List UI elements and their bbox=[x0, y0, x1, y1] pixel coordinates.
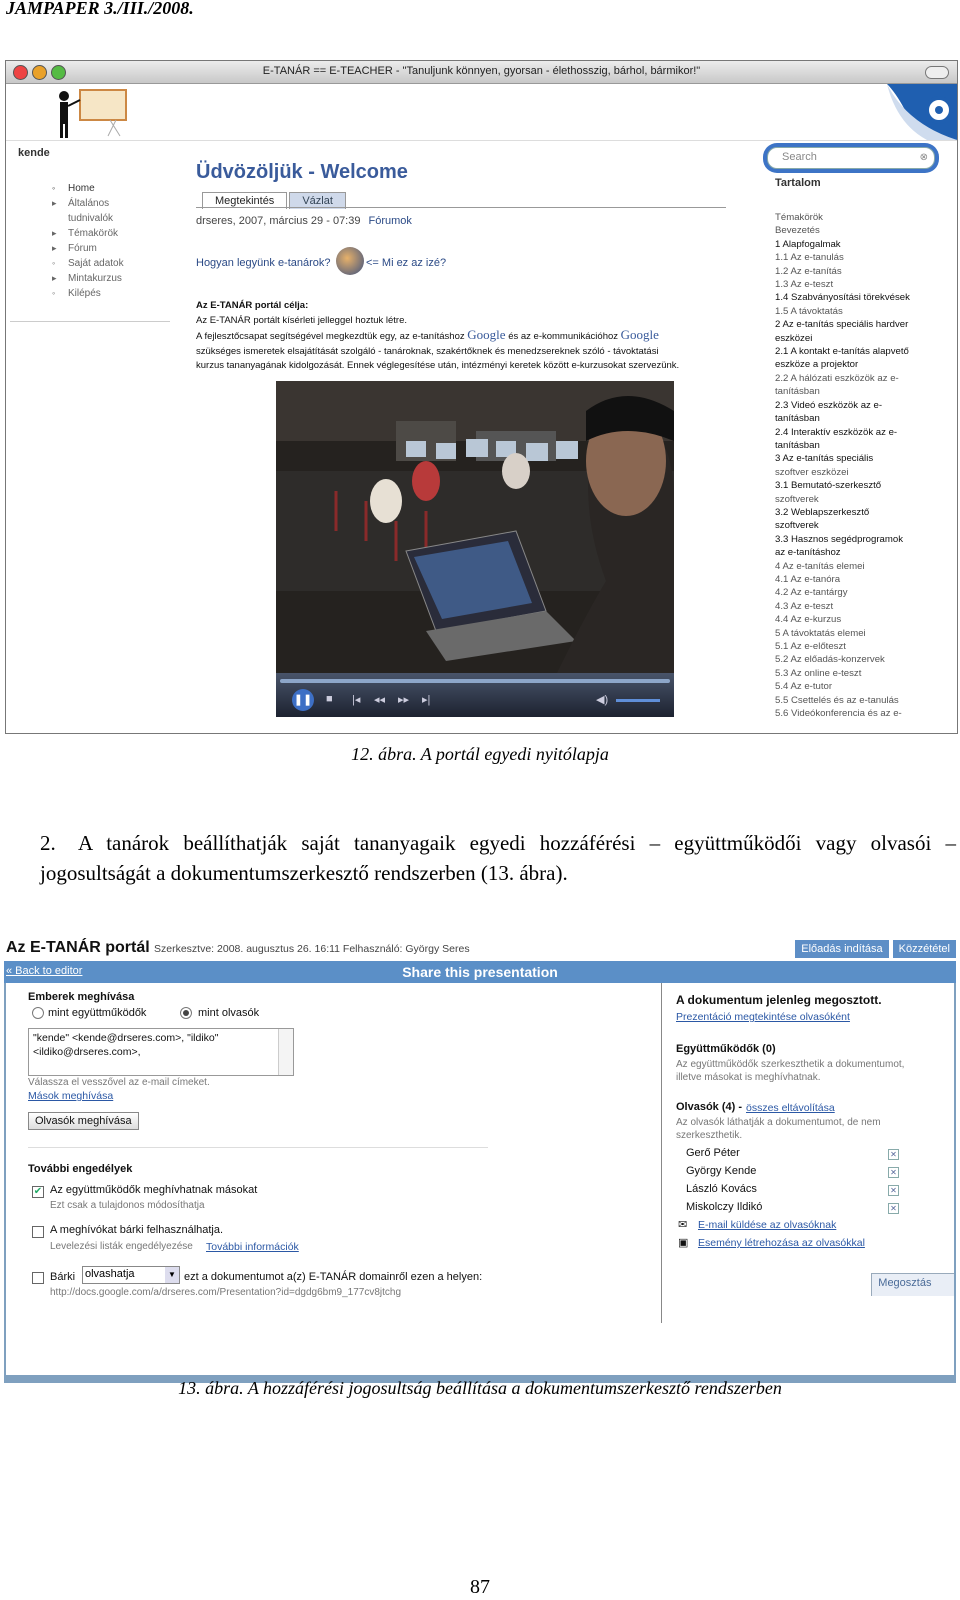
figure-13-caption: 13. ábra. A hozzáférési jogosultság beállítása a dokumentumszerkesztő rendszerben bbox=[178, 1378, 782, 1398]
body-paragraph bbox=[40, 828, 956, 888]
goal-line: kurzus tananyagának kidolgozását. Ennek véglegesítése után, intézményi keretek között e-kurzusokat szervezünk. bbox=[196, 360, 680, 371]
toc-item[interactable]: tanításban bbox=[775, 439, 820, 451]
bullet-icon: ▸ bbox=[52, 243, 57, 253]
toc-item[interactable]: 1.4 Szabványosítási törekvések bbox=[775, 292, 910, 304]
column-divider bbox=[661, 983, 662, 1323]
goal-text bbox=[196, 299, 736, 374]
nav-item[interactable] bbox=[50, 211, 124, 226]
more-info-link[interactable]: További információk bbox=[206, 1241, 299, 1253]
toc-item[interactable]: 2.4 Interaktív eszközök az e- bbox=[775, 426, 898, 438]
toc-item[interactable]: 5 A távoktatás elemei bbox=[775, 627, 866, 639]
goal-title: Az E-TANÁR portál célja: bbox=[196, 300, 309, 311]
post-date: drseres, 2007, március 29 - 07:39 bbox=[196, 215, 361, 227]
goal-line bbox=[196, 328, 736, 345]
toc-item[interactable]: 3.3 Hasznos segédprogramok bbox=[775, 533, 903, 545]
share-title: Share this presentation bbox=[402, 964, 558, 980]
preview-as-reader-link[interactable]: Prezentáció megtekintése olvasóként bbox=[676, 1011, 850, 1023]
search-input[interactable] bbox=[767, 147, 935, 169]
toc-item[interactable]: 1.3 Az e-teszt bbox=[775, 279, 834, 291]
toc-item[interactable]: szoftverek bbox=[775, 493, 819, 505]
radio-readers[interactable] bbox=[180, 1007, 192, 1019]
remove-all-link[interactable]: összes eltávolítása bbox=[746, 1102, 835, 1114]
readers-desc: szerkeszthetik. bbox=[676, 1130, 743, 1141]
toc-item[interactable]: tanításban bbox=[775, 386, 820, 398]
rewind-icon[interactable]: ◂◂ bbox=[374, 694, 386, 706]
nav-item[interactable] bbox=[50, 241, 124, 256]
window-title: E-TANÁR == E-TEACHER - "Tanuljunk könnyen, gyorsan - élethosszig, bárhol, bármikor!" bbox=[262, 65, 701, 77]
right-sidebar bbox=[767, 141, 943, 733]
collaborators-title: Együttműködők (0) bbox=[676, 1043, 776, 1055]
nav-item[interactable] bbox=[50, 256, 124, 271]
paragraph-text: A tanárok beállíthatják saját tananyagaik egyedi hozzáférési – együttműködői vagy olvasói – jogosultságát a dokumentumszerkesztő rendszerben (13. ábra). bbox=[40, 831, 956, 885]
checkbox-anyone-invite[interactable] bbox=[32, 1226, 44, 1238]
toc-title: Tartalom bbox=[775, 177, 821, 189]
event-readers-link[interactable]: Esemény létrehozása az olvasókkal bbox=[698, 1237, 865, 1249]
collaborators-desc: Az együttműködők szerkeszthetik a dokumentumot, bbox=[676, 1059, 905, 1070]
invite-readers-button[interactable]: Olvasók meghívása bbox=[28, 1112, 139, 1130]
nav-item[interactable] bbox=[50, 226, 124, 241]
calendar-icon: ▣ bbox=[678, 1237, 689, 1249]
volume-icon[interactable]: ◀) bbox=[596, 694, 609, 706]
toc-item[interactable]: 2.2 A hálózati eszközök az e- bbox=[775, 372, 899, 384]
nav-item[interactable] bbox=[50, 196, 124, 211]
readers-desc: Az olvasók láthatják a dokumentumot, de nem bbox=[676, 1117, 881, 1128]
invite-title: Emberek meghívása bbox=[28, 991, 135, 1003]
bullet-icon: ◦ bbox=[52, 288, 56, 298]
tab-view[interactable]: Megtekintés bbox=[202, 192, 287, 209]
perm1-label: Az együttműködők meghívhatnak másokat bbox=[50, 1184, 258, 1196]
toc-item[interactable]: 3 Az e-tanítás speciális bbox=[775, 453, 874, 465]
search-placeholder: Search bbox=[782, 151, 817, 163]
figure-12-screenshot bbox=[5, 60, 958, 734]
edit-meta: Szerkesztve: 2008. augusztus 26. 16:11 Felhasználó: György Seres bbox=[154, 943, 470, 955]
google-logo: Google bbox=[467, 327, 506, 342]
nav-item[interactable] bbox=[50, 286, 124, 301]
toc-item[interactable]: eszközei bbox=[775, 332, 813, 344]
username: kende bbox=[18, 147, 50, 159]
toc-item[interactable]: 3.1 Bemutató-szerkesztő bbox=[775, 480, 882, 492]
shared-title: A dokumentum jelenleg megosztott. bbox=[676, 993, 882, 1007]
anyone-label: Bárki bbox=[50, 1271, 76, 1283]
nav-label: Általános bbox=[68, 198, 110, 209]
checkbox-anyone[interactable] bbox=[32, 1272, 44, 1284]
bullet-icon: ◦ bbox=[52, 183, 56, 193]
toc-item[interactable]: 4.2 Az e-tantárgy bbox=[775, 587, 848, 599]
toc-item[interactable]: 1.5 A távoktatás bbox=[775, 305, 843, 317]
tab-divider bbox=[196, 207, 726, 208]
top-buttons bbox=[791, 939, 956, 1289]
textarea-scrollbar[interactable] bbox=[278, 1029, 293, 1075]
toc-item[interactable]: szoftverek bbox=[775, 520, 819, 532]
toc-item[interactable]: 4.3 Az e-teszt bbox=[775, 600, 834, 612]
main-content bbox=[184, 141, 744, 733]
google-logo: Google bbox=[620, 327, 659, 342]
perm2-sub: Levelezési listák engedélyezése bbox=[50, 1241, 193, 1252]
email-input[interactable] bbox=[28, 1028, 294, 1076]
nav-label: Kilépés bbox=[68, 288, 101, 299]
toc-item[interactable]: 1.1 Az e-tanulás bbox=[775, 252, 844, 264]
permission-value: olvashatja bbox=[85, 1268, 135, 1280]
envelope-icon: ✉ bbox=[678, 1219, 688, 1231]
nav-item[interactable] bbox=[50, 181, 124, 196]
clear-icon[interactable]: ⊗ bbox=[919, 152, 928, 163]
what-link[interactable]: <= Mi ez az izé? bbox=[366, 257, 447, 269]
more-permissions-title: További engedélyek bbox=[28, 1163, 133, 1175]
email-readers-link[interactable]: E-mail küldése az olvasóknak bbox=[698, 1219, 837, 1231]
share-header-bar bbox=[4, 961, 956, 983]
video-controls bbox=[276, 673, 674, 717]
seek-bar[interactable] bbox=[280, 679, 670, 683]
window-titlebar bbox=[6, 61, 957, 84]
nav-label: Témakörök bbox=[68, 228, 119, 239]
toc-item[interactable]: 5.6 Videókonferencia és az e- bbox=[775, 708, 902, 720]
toc-item[interactable]: 2.1 A kontakt e-tanítás alapvető bbox=[775, 346, 909, 358]
back-to-editor-link[interactable]: « Back to editor bbox=[6, 965, 83, 977]
anyone-rest-label: ezt a dokumentumot a(z) E-TANÁR domainről ezen a helyen: bbox=[184, 1271, 483, 1283]
goal-line-part: és az e-kommunikációhoz bbox=[508, 331, 619, 342]
share-panel bbox=[4, 983, 956, 1375]
radio-collaborators-label: mint együttműködők bbox=[48, 1007, 147, 1019]
toc-item[interactable]: 4 Az e-tanítás elemei bbox=[775, 560, 865, 572]
forums-link[interactable]: Fórumok bbox=[368, 215, 412, 227]
app-title: Az E-TANÁR portál bbox=[6, 939, 150, 956]
choose-others-link[interactable]: Mások meghívása bbox=[28, 1090, 114, 1102]
perm1-sub: Ezt csak a tulajdonos módosíthatja bbox=[50, 1200, 205, 1211]
share-button[interactable]: Megosztás bbox=[871, 1273, 956, 1296]
goal-line: szükséges ismeretek elsajátítását szolgáló - tanároknak, szakértőknek és menedzsereknek szóló - távoktatási bbox=[196, 345, 659, 357]
forward-icon[interactable]: ▸▸ bbox=[398, 694, 410, 706]
toc-item[interactable]: 5.1 Az e-előteszt bbox=[775, 641, 846, 652]
toc-item[interactable]: 4.1 Az e-tanóra bbox=[775, 573, 841, 585]
figure-13-screenshot bbox=[4, 935, 956, 1383]
bullet-icon: ▸ bbox=[52, 273, 57, 283]
remove-reader-icon[interactable]: ✕ bbox=[888, 1149, 899, 1160]
toc-item[interactable]: 4.4 Az e-kurzus bbox=[775, 614, 842, 626]
start-presentation-button[interactable]: Előadás indítása bbox=[795, 940, 888, 958]
toc-item[interactable]: az e-tanításhoz bbox=[775, 547, 841, 559]
nav-label: Home bbox=[68, 183, 95, 194]
toc-item[interactable]: 2 Az e-tanítás speciális hardver bbox=[775, 319, 909, 331]
video-player[interactable] bbox=[276, 381, 674, 717]
bullet-icon: ◦ bbox=[52, 258, 56, 268]
nav-label: tudnivalók bbox=[68, 213, 114, 224]
toc-item[interactable]: 5.5 Csettelés és az e-tanulás bbox=[775, 694, 899, 706]
prev-icon[interactable]: |◂ bbox=[352, 694, 361, 706]
section-divider bbox=[28, 1147, 488, 1148]
bullet-icon: ▸ bbox=[52, 198, 57, 208]
journal-header: JAMPAPER 3./III./2008. bbox=[6, 0, 194, 18]
stop-icon[interactable]: ■ bbox=[326, 693, 333, 705]
checkbox-collab-invite[interactable]: ✔ bbox=[33, 1186, 43, 1197]
perm2-label: A meghívókat bárki felhasználhatja. bbox=[50, 1224, 224, 1236]
readers-title: Olvasók (4) - bbox=[676, 1101, 743, 1113]
email-hint: Válassza el vesszővel az e-mail címeket. bbox=[28, 1077, 210, 1088]
nav-label: Mintakurzus bbox=[68, 273, 122, 284]
radio-readers-label: mint olvasók bbox=[198, 1007, 260, 1019]
toc-item[interactable]: 5.2 Az előadás-konzervek bbox=[775, 654, 885, 666]
nav-item[interactable] bbox=[50, 271, 124, 286]
toc-item[interactable]: szoftver eszközei bbox=[775, 466, 849, 478]
toc-item[interactable]: 1 Alapfogalmak bbox=[775, 238, 841, 250]
radio-collaborators[interactable] bbox=[32, 1007, 44, 1019]
avatar bbox=[336, 247, 364, 275]
reader-name: Miskolczy Ildikó bbox=[686, 1201, 763, 1213]
bullet-icon: ▸ bbox=[52, 228, 57, 238]
chevron-down-icon: ▼ bbox=[165, 1267, 179, 1283]
email-value: "kende" <kende@drseres.com>, "ildiko" <ildiko@drseres.com>, bbox=[33, 1032, 219, 1058]
toc-item[interactable]: 1.2 Az e-tanítás bbox=[775, 265, 842, 277]
page-number: 87 bbox=[470, 1576, 490, 1598]
publish-button[interactable]: Közzététel bbox=[893, 940, 956, 958]
pause-icon[interactable]: ❚❚ bbox=[292, 689, 314, 711]
goal-line: Az E-TANÁR portált kísérleti jelleggel hoztuk létre. bbox=[196, 314, 408, 326]
toolbar-toggle-button[interactable] bbox=[925, 66, 949, 79]
toc-item[interactable]: eszköze a projektor bbox=[775, 359, 859, 371]
toc-item[interactable]: 2.3 Videó eszközök az e- bbox=[775, 399, 883, 411]
next-icon[interactable]: ▸| bbox=[422, 694, 431, 706]
reader-name: László Kovács bbox=[686, 1183, 757, 1195]
how-link[interactable]: Hogyan legyünk e-tanárok? bbox=[196, 257, 331, 269]
teacher-logo-icon bbox=[50, 86, 146, 138]
toc-item[interactable]: tanításban bbox=[775, 413, 820, 425]
item-number: 2. bbox=[40, 831, 56, 855]
toc-list bbox=[775, 211, 935, 720]
figure-12-caption: 12. ábra. A portál egyedi nyitólapja bbox=[351, 744, 609, 764]
left-sidebar bbox=[6, 141, 176, 733]
page-title: Üdvözöljük - Welcome bbox=[196, 161, 408, 183]
collaborators-desc: illetve másokat is meghívhatnak. bbox=[676, 1072, 821, 1083]
volume-slider[interactable] bbox=[616, 699, 660, 702]
toc-item[interactable]: 5.3 Az online e-teszt bbox=[775, 667, 862, 679]
reader-name: György Kende bbox=[686, 1165, 757, 1177]
toc-item[interactable]: Bevezetés bbox=[775, 225, 820, 237]
page-curl-icon bbox=[867, 84, 957, 140]
permission-select[interactable] bbox=[82, 1266, 180, 1284]
remove-reader-icon[interactable]: ✕ bbox=[888, 1167, 899, 1178]
sidebar-divider bbox=[10, 321, 170, 322]
toc-item[interactable]: 3.2 Weblapszerkesztő bbox=[775, 506, 870, 518]
nav-label: Saját adatok bbox=[68, 258, 124, 269]
toc-item[interactable]: 5.4 Az e-tutor bbox=[775, 681, 833, 693]
toc-item[interactable]: Témakörök bbox=[775, 212, 823, 223]
nav-menu bbox=[50, 181, 124, 301]
remove-reader-icon[interactable]: ✕ bbox=[888, 1203, 899, 1214]
portal-banner bbox=[6, 84, 957, 141]
remove-reader-icon[interactable]: ✕ bbox=[888, 1185, 899, 1196]
reader-name: Gerő Péter bbox=[686, 1147, 740, 1159]
document-url: http://docs.google.com/a/drseres.com/Presentation?id=dgdg6bm9_177cv8jtchg bbox=[50, 1287, 402, 1298]
nav-label: Fórum bbox=[68, 243, 97, 254]
goal-line-part: A fejlesztőcsapat segítségével megkezdtük egy, az e-tanításhoz bbox=[196, 331, 465, 342]
tab-draft[interactable]: Vázlat bbox=[289, 192, 346, 209]
post-meta bbox=[196, 215, 412, 227]
